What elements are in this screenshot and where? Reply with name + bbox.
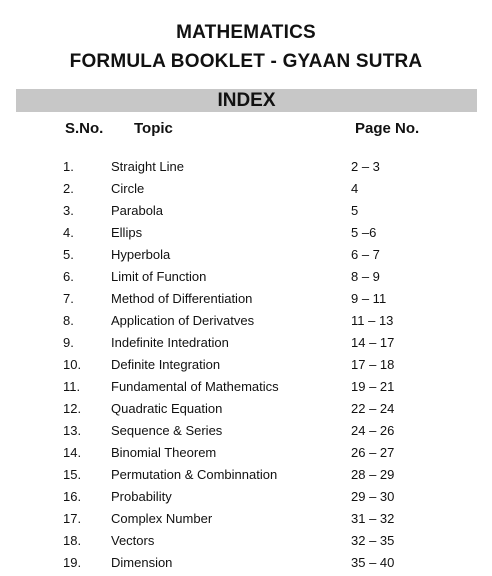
row-page-range: 5 [351,203,359,218]
row-topic: Straight Line [111,159,184,174]
row-topic: Application of Derivatves [111,313,255,328]
row-topic: Dimension [111,555,173,570]
row-topic: Probability [111,489,172,504]
column-header-page: Page No. [355,120,420,137]
row-number: 13. [63,423,82,438]
table-row [0,400,492,422]
table-row [0,290,492,312]
table-row [0,378,492,400]
row-topic: Fundamental of Mathematics [111,379,279,394]
row-page-range: 14 – 17 [351,335,395,350]
row-topic: Limit of Function [111,269,207,284]
row-number: 4. [63,225,74,240]
row-number: 12. [63,401,82,416]
row-page-range: 6 – 7 [351,247,380,262]
row-page-range: 4 [351,181,359,196]
row-page-range: 11 – 13 [351,313,394,328]
document-subtitle: FORMULA BOOKLET - GYAAN SUTRA [69,51,423,72]
row-page-range: 2 – 3 [351,159,380,174]
row-number: 1. [63,159,74,174]
row-topic: Indefinite Intedration [111,335,229,350]
row-number: 10. [63,357,82,372]
row-number: 7. [63,291,74,306]
row-page-range: 5 –6 [351,225,377,240]
row-page-range: 26 – 27 [351,445,395,460]
column-header-sno: S.No. [65,120,104,137]
document-title: MATHEMATICS [176,22,316,43]
row-number: 18. [63,533,82,548]
row-page-range: 24 – 26 [351,423,395,438]
index-table [0,158,492,576]
table-row [0,488,492,510]
table-row [0,180,492,202]
table-row [0,510,492,532]
index-heading: INDEX [16,89,477,112]
row-topic: Parabola [111,203,164,218]
row-number: 14. [63,445,82,460]
row-page-range: 32 – 35 [351,533,395,548]
row-page-range: 8 – 9 [351,269,380,284]
row-number: 8. [63,313,74,328]
row-topic: Ellips [111,225,143,240]
table-row [0,246,492,268]
table-row [0,268,492,290]
row-page-range: 22 – 24 [351,401,395,416]
row-topic: Hyperbola [111,247,171,262]
row-number: 17. [63,511,82,526]
row-page-range: 9 – 11 [351,291,387,306]
row-topic: Circle [111,181,145,196]
table-row [0,334,492,356]
row-page-range: 29 – 30 [351,489,395,504]
table-row [0,158,492,180]
table-row [0,554,492,576]
row-number: 11. [63,379,81,394]
row-page-range: 17 – 18 [351,357,395,372]
row-topic: Method of Differentiation [111,291,253,306]
row-topic: Complex Number [111,511,213,526]
column-header-topic: Topic [134,120,173,137]
row-number: 15. [63,467,82,482]
row-number: 3. [63,203,74,218]
table-row [0,532,492,554]
row-number: 6. [63,269,74,284]
row-topic: Permutation & Combinnation [111,467,278,482]
table-row [0,466,492,488]
table-row [0,444,492,466]
table-row [0,356,492,378]
row-number: 16. [63,489,82,504]
row-number: 9. [63,335,74,350]
table-row [0,312,492,334]
row-topic: Sequence & Series [111,423,223,438]
row-topic: Definite Integration [111,357,221,372]
row-topic: Quadratic Equation [111,401,223,416]
row-page-range: 31 – 32 [351,511,395,526]
table-row [0,202,492,224]
row-number: 19. [63,555,82,570]
row-topic: Binomial Theorem [111,445,217,460]
table-row [0,422,492,444]
row-page-range: 35 – 40 [351,555,395,570]
row-page-range: 28 – 29 [351,467,395,482]
row-number: 2. [63,181,74,196]
row-page-range: 19 – 21 [351,379,395,394]
table-row [0,224,492,246]
row-topic: Vectors [111,533,155,548]
row-number: 5. [63,247,74,262]
